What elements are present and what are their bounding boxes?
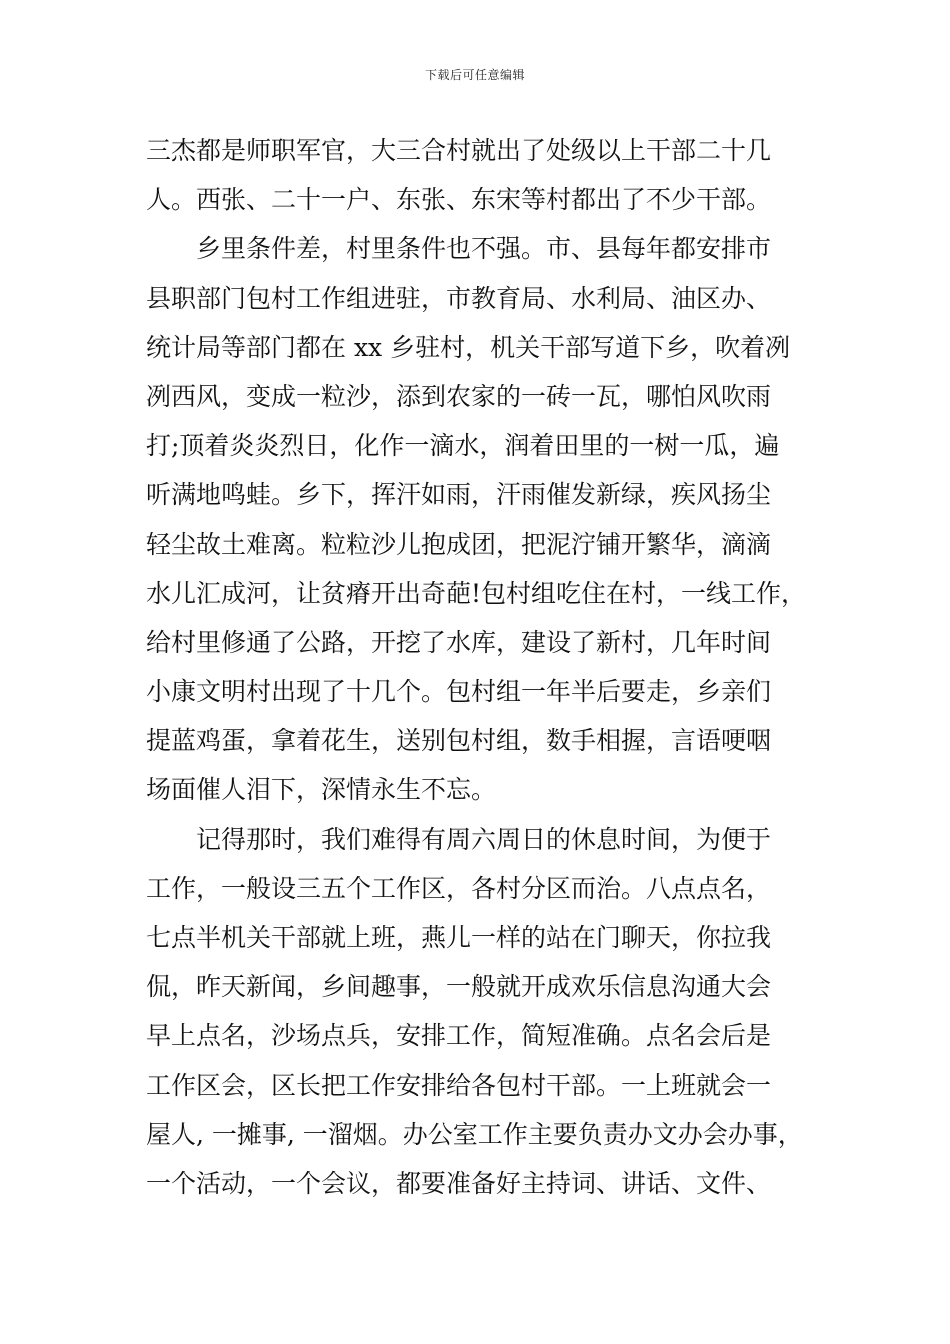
- text-line: 轻尘故土难离。粒粒沙儿抱成团，把泥泞铺开繁华，滴滴: [146, 529, 772, 559]
- text-line: 侃，昨天新闻，乡间趣事，一般就开成欢乐信息沟通大会: [146, 972, 772, 1002]
- document-body: [146, 126, 826, 1208]
- page-header: 下载后可任意编辑: [424, 68, 525, 82]
- paragraph-start-line: 记得那时，我们难得有周六周日的休息时间，为便于: [196, 824, 772, 854]
- text-line: 人。西张、二十一户、东张、东宋等村都出了不少干部。: [146, 185, 772, 215]
- text-line: 三杰都是师职军官，大三合村就出了处级以上干部二十几: [146, 136, 772, 165]
- text-line: 打;顶着炎炎烈日，化作一滴水，润着田里的一树一瓜，遍: [146, 431, 780, 461]
- text-line: 提蓝鸡蛋，拿着花生，送别包村组，数手相握，言语哽咽: [146, 726, 772, 756]
- text-line: 水儿汇成河，让贫瘠开出奇葩!包村组吃住在村，一线工作，: [146, 578, 807, 608]
- text-line: 听满地鸣蛙。乡下，挥汗如雨，汗雨催发新绿，疾风扬尘: [146, 480, 772, 510]
- text-line: 县职部门包村工作组进驻，市教育局、水利局、油区办、: [146, 283, 772, 313]
- text-line: 小康文明村出现了十几个。包村组一年半后要走，乡亲们: [146, 677, 772, 707]
- text-line: 统计局等部门都在 xx 乡驻村，机关干部写道下乡，吹着冽: [146, 332, 791, 362]
- text-line: 早上点名，沙场点兵，安排工作，简短准确。点名会后是: [146, 1021, 772, 1051]
- text-line: 七点半机关干部就上班，燕儿一样的站在门聊天，你拉我: [146, 923, 772, 952]
- paragraph-start-line: 乡里条件差，村里条件也不强。市、县每年都安排市: [196, 234, 772, 264]
- text-line: 给村里修通了公路，开挖了水库，建设了新村，几年时间: [146, 627, 772, 657]
- text-line: 屋人, 一摊事, 一溜烟。办公室工作主要负责办文办会办事，: [146, 1119, 803, 1149]
- text-line: 工作区会，区长把工作安排给各包村干部。一上班就会一: [146, 1070, 772, 1100]
- text-line: 工作，一般设三五个工作区，各村分区而治。八点点名，: [146, 873, 772, 903]
- text-line: 一个活动，一个会议，都要准备好主持词、讲话、文件、: [146, 1168, 772, 1198]
- text-line: 冽西风，变成一粒沙，添到农家的一砖一瓦，哪怕风吹雨: [146, 381, 772, 411]
- text-line: 场面催人泪下，深情永生不忘。: [146, 775, 497, 805]
